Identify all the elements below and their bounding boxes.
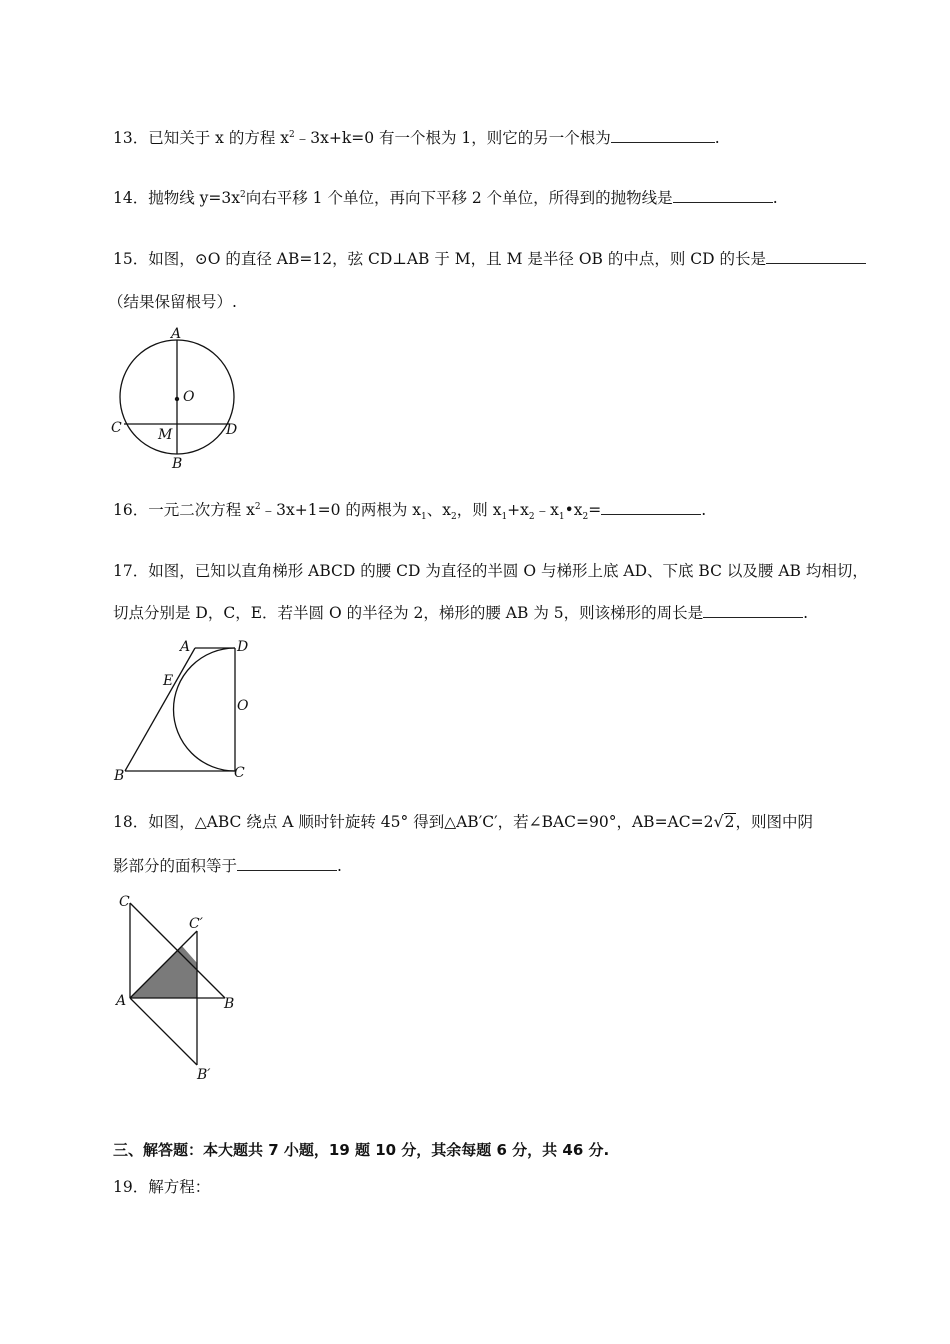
label-c: C xyxy=(234,765,245,781)
answer-blank-16[interactable] xyxy=(601,500,701,515)
label-a: A xyxy=(180,639,191,655)
answer-blank-18[interactable] xyxy=(237,856,337,871)
label-a: A xyxy=(171,326,182,342)
question-14: 14．抛物线 $y=3x^2$向右平移 1 个单位，再向下平移 2 个单位，所得到的抛物线是 . xyxy=(113,189,778,207)
label-o: O xyxy=(183,389,195,405)
label-c-prime: C′ xyxy=(189,916,203,932)
label-m: M xyxy=(158,427,173,443)
semicircle-o xyxy=(174,648,236,771)
label-e: E xyxy=(163,673,174,689)
question-18: 18．如图，△ABC 绕点 A 顺时针旋转 45° 得到△AB′C′，若∠BAC=90°，AB=AC=2√2，则图中阴 xyxy=(113,812,814,831)
section-3-heading: 三、解答题：本大题共 7 小题，19 题 10 分，其余每题 6 分，共 46 分. xyxy=(113,1141,610,1159)
figure-15-circle xyxy=(105,325,255,475)
figure-18-triangles xyxy=(105,888,255,1088)
label-b: B xyxy=(172,456,183,472)
question-16: 16．一元二次方程 $x^2﹣3x+1=0$ 的两根为 $x_1$、$x_2$，则 $x_1+x_2﹣x_1•x_2=$ . xyxy=(113,501,707,523)
label-c: C xyxy=(119,894,130,910)
answer-blank-14[interactable] xyxy=(673,188,773,203)
question-19: 19．解方程： xyxy=(113,1178,211,1196)
question-17: 17．如图，已知以直角梯形 ABCD 的腰 CD 为直径的半圆 O 与梯形上底 AD、下底 BC 以及腰 AB 均相切， xyxy=(113,562,868,580)
label-b: B xyxy=(224,996,235,1012)
question-15: 15．如图，⊙O 的直径 AB=12，弦 CD⊥AB 于 M，且 M 是半径 OB 的中点，则 CD 的长是 xyxy=(113,249,866,269)
answer-blank-13[interactable] xyxy=(611,128,715,143)
figure-17-trapezoid xyxy=(105,633,265,783)
label-c: C xyxy=(111,420,122,436)
question-15-line2: （结果保留根号）. xyxy=(108,293,237,311)
label-o: O xyxy=(237,698,249,714)
answer-blank-17[interactable] xyxy=(703,603,803,618)
shaded-region xyxy=(130,946,197,998)
answer-blank-15[interactable] xyxy=(766,249,866,264)
label-b-prime: B′ xyxy=(197,1067,211,1083)
side-ba xyxy=(125,648,195,771)
label-a: A xyxy=(116,993,127,1009)
question-13: 13．已知关于 x 的方程 $x^2﹣3x+k=0$ 有一个根为 1，则它的另一个根为 . xyxy=(113,129,720,147)
label-b: B xyxy=(114,768,125,783)
label-d: D xyxy=(226,422,238,438)
center-point xyxy=(175,397,179,401)
sqrt-2: √2 xyxy=(713,812,735,831)
label-d: D xyxy=(237,639,249,655)
question-18-line2: 影部分的面积等于 . xyxy=(113,857,342,875)
question-17-line2: 切点分别是 D，C，E．若半圆 O 的半径为 2，梯形的腰 AB 为 5，则该梯形的周长是 . xyxy=(113,604,809,622)
side-ab-prime xyxy=(130,998,197,1065)
